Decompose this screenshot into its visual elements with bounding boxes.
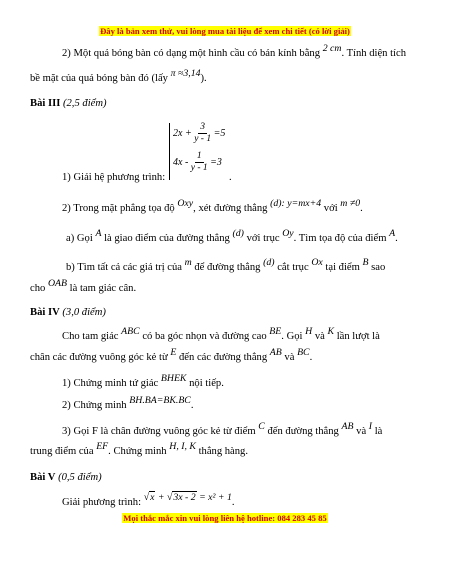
radius: 2 cm — [322, 43, 342, 54]
text: để đường thẳng — [194, 262, 261, 273]
bottom-banner — [0, 513, 450, 523]
coord-system: Oxy — [177, 198, 194, 209]
triangle: ABC — [121, 326, 140, 337]
points: H, I, K — [169, 441, 196, 452]
problem-5-line — [62, 492, 235, 508]
segment: EF — [96, 441, 109, 452]
section-score: (0,5 điểm) — [58, 472, 102, 483]
question-b-line-1 — [66, 257, 386, 273]
text: 3) Gọi F là chân đường vuông góc kẻ từ điểm — [62, 426, 256, 437]
text: với trục — [246, 233, 280, 244]
point: E — [170, 347, 177, 358]
text: . Tìm tọa độ của điểm — [293, 233, 387, 244]
numerator: 3 — [200, 122, 205, 132]
text: . — [360, 203, 363, 214]
text: 2) Một quả bóng bàn có dạng một hình cầu có bán kính bằng — [62, 48, 321, 59]
problem-4-part-3-line-1 — [62, 421, 383, 437]
text: và — [356, 426, 367, 437]
point: A — [95, 228, 102, 239]
line-name: (d) — [263, 257, 275, 268]
point: I — [368, 421, 373, 432]
section-title: Bài III — [30, 98, 61, 109]
system-label — [62, 172, 165, 183]
text: 1) Chứng minh tứ giác — [62, 378, 159, 389]
point: B — [362, 257, 369, 268]
text: . — [231, 497, 235, 508]
radicand: 3x - 2 — [173, 492, 196, 503]
section-score: (3,0 điểm) — [62, 307, 106, 318]
text: là giao điểm của đường thẳng — [104, 233, 230, 244]
point: H — [305, 326, 313, 337]
segment: BC — [297, 347, 310, 358]
problem-4-part-1 — [62, 373, 224, 389]
parameter: m — [184, 257, 192, 268]
text: là tam giác cân. — [69, 283, 137, 294]
fraction — [191, 151, 208, 174]
point: K — [327, 326, 335, 337]
text: . Chứng minh — [108, 446, 167, 457]
text: cắt trục — [277, 262, 309, 273]
radicand: x — [150, 492, 155, 503]
bottom-banner-text: Mọi thắc mắc xin vui lòng liên hệ hotline: 084 283 45 85 — [123, 513, 327, 523]
problem-4-part-3-line-2 — [30, 441, 249, 457]
segment: BE — [269, 326, 282, 337]
text: Giải phương trình: — [62, 497, 142, 508]
text: và — [284, 352, 295, 363]
text: b) Tìm tất cả các giá trị của — [66, 262, 182, 273]
text: đến đường thẳng — [267, 426, 339, 437]
point: C — [258, 421, 265, 432]
equation: √x + √3x - 2 = x² + 1 — [143, 492, 232, 503]
denominator: y - 1 — [190, 163, 208, 173]
text: với — [323, 203, 338, 214]
section-title: Bài IV — [30, 307, 60, 318]
problem-4-line-1 — [62, 326, 380, 342]
term: 2x + — [173, 127, 192, 139]
text: 2) Chứng minh — [62, 400, 127, 411]
text: . — [395, 233, 398, 244]
denominator: y - 1 — [194, 134, 212, 144]
rhs: = x² + 1 — [199, 492, 232, 503]
text: thẳng hàng. — [198, 446, 249, 457]
triangle: OAB — [47, 278, 67, 289]
problem-2-line-2 — [30, 68, 207, 84]
axis: Ox — [311, 257, 323, 268]
top-banner-text: Đây là bản xem thử, vui lòng mua tài liệu để xem chi tiết (có lời giải) — [100, 26, 350, 36]
fraction — [194, 122, 211, 145]
section-5-heading — [30, 472, 102, 483]
point: A — [389, 228, 396, 239]
system-row-2 — [173, 151, 222, 174]
text: sao — [371, 262, 386, 273]
text: đến các đường thẳng — [179, 352, 268, 363]
pi-value: π ≈3,14 — [170, 68, 201, 79]
line-equation: (d): y=mx+4 — [270, 198, 322, 209]
text: . — [190, 400, 194, 411]
question-2-line — [62, 198, 363, 214]
question-b-line-2 — [30, 278, 137, 294]
text: chân các đường vuông góc kẻ từ — [30, 352, 168, 363]
problem-2-line-1 — [62, 43, 407, 59]
problem-4-part-2 — [62, 395, 194, 411]
text: là — [374, 426, 383, 437]
text: ). — [200, 73, 207, 84]
line-name: (d) — [232, 228, 244, 239]
problem-4-line-2 — [30, 347, 313, 363]
text: 2) Trong mặt phẳng tọa độ — [62, 203, 175, 214]
text: . — [309, 352, 313, 363]
text: bề mặt của quả bóng bàn đó (lấy — [30, 73, 168, 84]
text: . — [229, 172, 232, 183]
section-4-heading — [30, 307, 106, 318]
text: 1) Giải hệ phương trình: — [62, 172, 166, 183]
text: , xét đường thẳng — [193, 203, 268, 214]
section-3-heading — [30, 98, 107, 109]
axis: Oy — [282, 228, 294, 239]
text: cho — [30, 283, 46, 294]
text: . Gọi — [281, 331, 303, 342]
text: a) Gọi — [66, 233, 93, 244]
text: lần lượt là — [336, 331, 380, 342]
text: nội tiếp. — [189, 378, 224, 389]
text: và — [314, 331, 325, 342]
segment: AB — [269, 347, 282, 358]
text: . Tính diện tích — [341, 48, 407, 59]
system-end — [229, 172, 232, 183]
text: Cho tam giác — [62, 331, 119, 342]
text: trung điểm của — [30, 446, 94, 457]
section-score: (2,5 điểm) — [62, 98, 107, 109]
text: tại điểm — [325, 262, 360, 273]
condition: m ≠0 — [340, 198, 361, 209]
top-banner — [0, 26, 450, 36]
term: =3 — [210, 156, 222, 168]
text: có ba góc nhọn và đường cao — [142, 331, 267, 342]
question-a-line — [66, 228, 398, 244]
numerator: 1 — [196, 151, 202, 161]
term: 4x - — [173, 156, 189, 168]
term: =5 — [213, 127, 226, 139]
quadrilateral: BHEK — [160, 373, 187, 384]
section-title: Bài V — [30, 472, 56, 483]
segment: AB — [341, 421, 354, 432]
system-row-1 — [173, 122, 225, 145]
equation: BH.BA=BK.BC — [129, 395, 191, 406]
operator: + — [157, 492, 165, 503]
